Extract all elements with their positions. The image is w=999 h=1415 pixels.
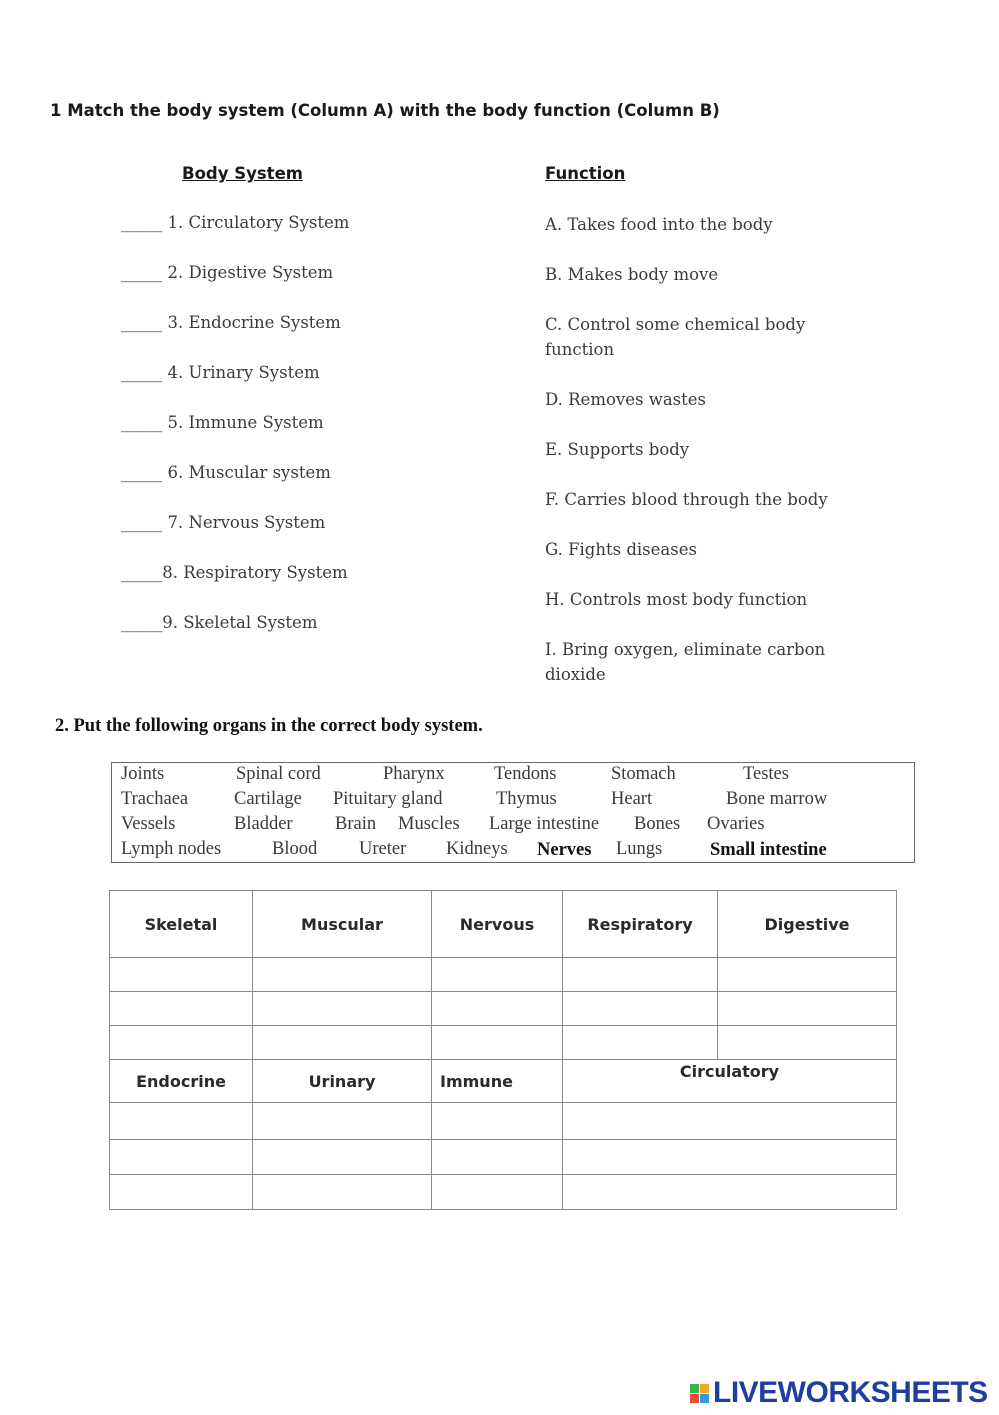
question-1-title: 1 Match the body system (Column A) with the body function (Column B) [50,101,720,120]
body-system-table [109,890,897,1210]
system-item-2: _____ 2. Digestive System [121,263,334,282]
header-urinary: Urinary [253,1060,432,1103]
answer-cell[interactable] [110,1026,253,1060]
logo-square [690,1394,699,1403]
organ-word: Kidneys [446,839,508,859]
liveworksheets-logo[interactable] [690,1378,988,1408]
organ-word: Lymph nodes [121,839,222,859]
organ-word: Blood [272,839,318,859]
organ-word: Bones [634,814,681,834]
organ-word: Large intestine [489,814,600,834]
logo-text: LIVEWORKSHEETS [713,1376,988,1409]
organ-word: Small intestine [710,840,827,860]
answer-cell[interactable] [432,958,563,992]
organ-word: Vessels [121,814,176,834]
answer-cell[interactable] [253,992,432,1026]
organ-word: Brain [335,814,377,834]
answer-cell[interactable] [718,958,897,992]
system-item-6: _____ 6. Muscular system [121,463,331,482]
organ-word: Nerves [537,840,592,860]
system-item-5: _____ 5. Immune System [121,413,324,432]
system-item-4: _____ 4. Urinary System [121,363,320,382]
header-muscular: Muscular [253,891,432,958]
answer-cell[interactable] [110,1103,253,1140]
function-item-d: D. Removes wastes [545,390,706,409]
organ-word: Heart [611,789,653,809]
answer-cell[interactable] [253,1026,432,1060]
organ-word: Cartilage [234,789,302,809]
answer-cell[interactable] [253,1140,432,1175]
header-respiratory: Respiratory [563,891,718,958]
answer-cell[interactable] [110,992,253,1026]
answer-cell[interactable] [253,1103,432,1140]
organ-word: Joints [121,764,165,784]
answer-cell[interactable] [110,1140,253,1175]
header-circulatory: Circulatory [563,1060,897,1103]
organ-word: Bladder [234,814,293,834]
function-item-c: C. Control some chemical body function [545,315,806,359]
organ-word: Testes [743,764,789,784]
answer-cell[interactable] [432,992,563,1026]
answer-cell[interactable] [110,1175,253,1210]
function-item-g: G. Fights diseases [545,540,697,559]
logo-square [690,1384,699,1393]
function-item-h: H. Controls most body function [545,590,808,609]
answer-cell[interactable] [253,958,432,992]
header-skeletal: Skeletal [110,891,253,958]
header-digestive: Digestive [718,891,897,958]
answer-cell[interactable] [718,992,897,1026]
answer-cell[interactable] [563,958,718,992]
answer-cell[interactable] [563,1026,718,1060]
answer-cell[interactable] [563,1175,897,1210]
answer-cell[interactable] [563,1140,897,1175]
column-a-header: Body System [182,164,303,183]
function-item-e: E. Supports body [545,440,690,459]
organ-word: Thymus [496,789,557,809]
header-endocrine: Endocrine [110,1060,253,1103]
column-b-header: Function [545,164,626,183]
organ-word: Ovaries [707,814,765,834]
organ-word-bank [111,762,915,863]
organ-word: Ureter [359,839,407,859]
system-item-9: _____9. Skeletal System [121,613,318,632]
organ-word: Muscles [398,814,460,834]
function-item-i: I. Bring oxygen, eliminate carbon dioxide [545,640,826,684]
system-item-8: _____8. Respiratory System [121,563,348,582]
header-nervous: Nervous [432,891,563,958]
function-item-f: F. Carries blood through the body [545,490,828,509]
organ-word: Pituitary gland [333,789,443,809]
organ-word: Stomach [611,764,676,784]
answer-cell[interactable] [432,1103,563,1140]
system-item-1: _____ 1. Circulatory System [121,213,350,232]
function-item-b: B. Makes body move [545,265,719,284]
logo-square [700,1384,709,1393]
organ-word: Tendons [494,764,557,784]
logo-mark-icon [690,1384,709,1403]
organ-word: Bone marrow [726,789,828,809]
answer-cell[interactable] [718,1026,897,1060]
system-item-7: _____ 7. Nervous System [121,513,326,532]
function-item-a: A. Takes food into the body [545,215,773,234]
organ-word: Pharynx [383,764,445,784]
answer-cell[interactable] [110,958,253,992]
answer-cell[interactable] [432,1026,563,1060]
system-item-3: _____ 3. Endocrine System [121,313,341,332]
answer-cell[interactable] [563,1103,897,1140]
question-2-title: 2. Put the following organs in the correct body system. [55,716,483,736]
organ-word: Trachaea [121,789,189,809]
answer-cell[interactable] [563,992,718,1026]
organ-word: Lungs [616,839,663,859]
answer-cell[interactable] [253,1175,432,1210]
header-immune: Immune [432,1060,563,1103]
logo-square [700,1394,709,1403]
answer-cell[interactable] [432,1175,563,1210]
organ-word: Spinal cord [236,764,321,784]
answer-cell[interactable] [432,1140,563,1175]
